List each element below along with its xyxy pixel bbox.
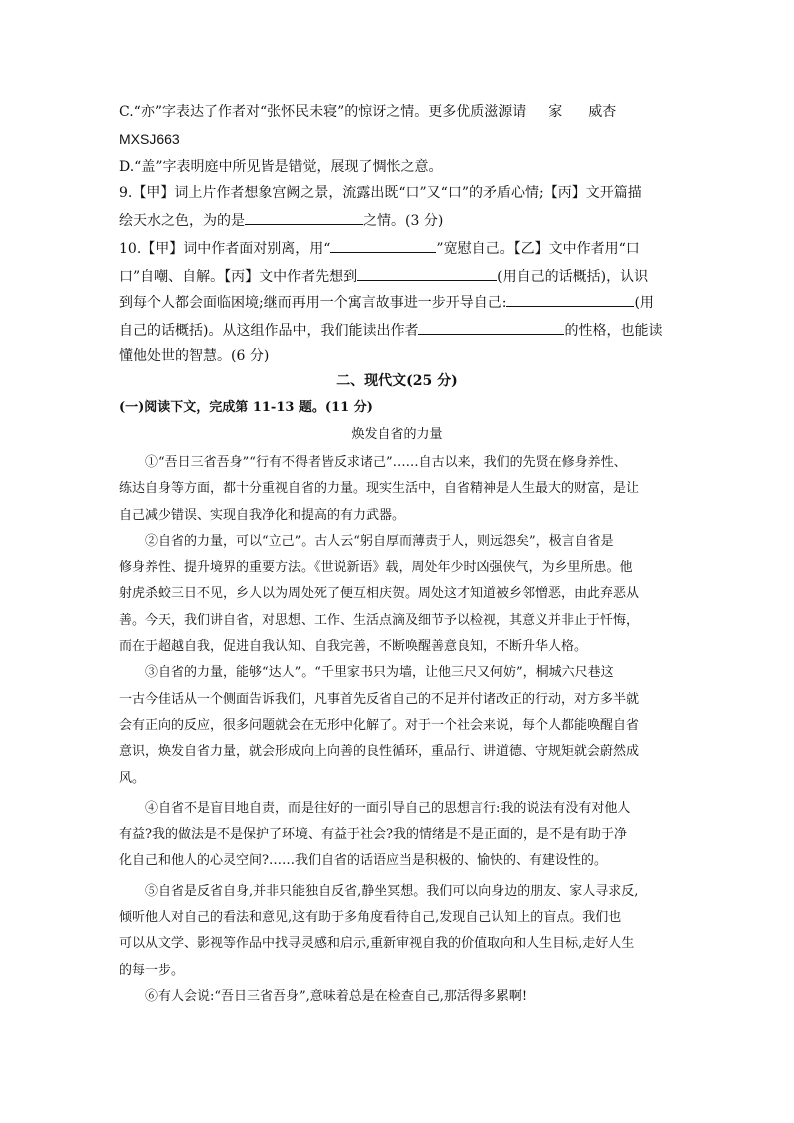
option-c-line1: C.“亦”字表达了作者对“张怀民未寝”的惊讶之情。更多优质滋源请 家 威杏 <box>119 104 617 120</box>
answer-blank[interactable] <box>330 238 436 253</box>
paragraph-5: ⑤自省是反省自身,并非只能独自反省,静坐冥想。我们可以向身边的朋友、家人寻求反, 倾听他人对自己的看法和意见,这有助于多角度看待自己,发现自己认知上的盲点。我们也 可以从文学、影视等作品中找寻灵感和启示,重新审视自我的价值取向和人生目标,走好人生 的每一步。 <box>119 883 639 978</box>
option-d: D.“盖”字表明庭中所见皆是错觉，展现了惆怅之意。 <box>119 159 443 175</box>
paragraph-3: ③自省的力量，能够“达人”。“千里家书只为墙，让他三尺又何妨”，桐城六尺巷这 一古今佳话从一个侧面告诉我们，凡事首先反省自己的不足并付诸改正的行动，对方多半就 会有正向的反应，很多问题就会在无形中化解了。对于一个社会来说，每个人都能唤醒自省 意识，焕发自省力量，就会形成向上向善的良性循环，重品行、讲道德、守规矩就会蔚然成 风。 <box>119 665 640 786</box>
question-10-line5: 懂他处世的智慧。(6 分) <box>119 348 270 364</box>
section-heading: 二、现代文(25 分) <box>336 373 458 389</box>
subsection-heading: (一)阅读下文，完成第 11-13 题。(11 分) <box>119 400 373 415</box>
article-title: 焕发自省的力量 <box>351 427 443 442</box>
paragraph-6: ⑥有人会说:“吾日三省吾身”,意味着总是在检查自己,那活得多累啊! <box>145 988 528 1004</box>
answer-blank[interactable] <box>506 292 634 307</box>
paragraph-4: ④自省不是盲目地自责，而是往好的一面引导自己的思想言行:我的说法有没有对他人 有益?我的做法是不是保护了环境、有益于社会?我的情绪是不是正面的，是不是有助于净 化自己和他人的心灵空间?……我们自省的话语应当是积极的、愉快的、有建设性的。 <box>119 800 631 869</box>
answer-blank[interactable] <box>418 320 564 335</box>
question-9-line1: 9.【甲】词上片作者想象宫阙之景，流露出既“口”又“口”的矛盾心情;【丙】文开篇描 <box>119 185 642 201</box>
article-body <box>119 450 679 1010</box>
option-c-line2: MXSJ663 <box>119 131 180 147</box>
answer-blank[interactable] <box>357 266 497 281</box>
question-10-line1: 10.【甲】词中作者面对别离，用“ ”宽慰自己。【乙】文中作者用“口 <box>119 238 640 259</box>
question-10-line4: 自己的话概括)。从这组作品中，我们能读出作者 的性格，也能读 <box>119 320 662 341</box>
question-10-line2: 口”自嘲、自解。【丙】文中作者先想到 (用自己的话概括)，认识 <box>119 266 648 287</box>
answer-blank[interactable] <box>245 210 363 225</box>
question-9-line2: 绘天水之色，为的是 之情。(3 分) <box>119 210 443 231</box>
paragraph-2: ②自省的力量，可以“立己”。古人云“躬自厚而薄责于人，则远怨矣”，极言自省是 修身养性、提升境界的重要方法。《世说新语》载，周处年少时凶强侠气，为乡里所患。他 射虎杀蛟三日不见，乡人以为周处死了便互相庆贺。周处这才知道被乡邻憎恶，由此弃恶从 善。今天，我们讲自省，对思想、工作、生活点滴及细节予以检视，其意义并非止于忏悔， 而在于超越自我，促进自我认知、自我完善，不断唤醒善意良知，不断升华人格。 <box>119 533 640 655</box>
question-10-line3: 到每个人都会面临困境;继而再用一个寓言故事进一步开导自己: (用 <box>119 292 654 313</box>
paragraph-1: ①“吾日三省吾身”“行有不得者皆反求诸己”……自古以来，我们的先贤在修身养性、 练达自身等方面，都十分重视自省的力量。现实生活中，自省精神是人生最大的财富，是让 自己减少错误、实现自我净化和提高的有力武器。 <box>119 455 640 523</box>
